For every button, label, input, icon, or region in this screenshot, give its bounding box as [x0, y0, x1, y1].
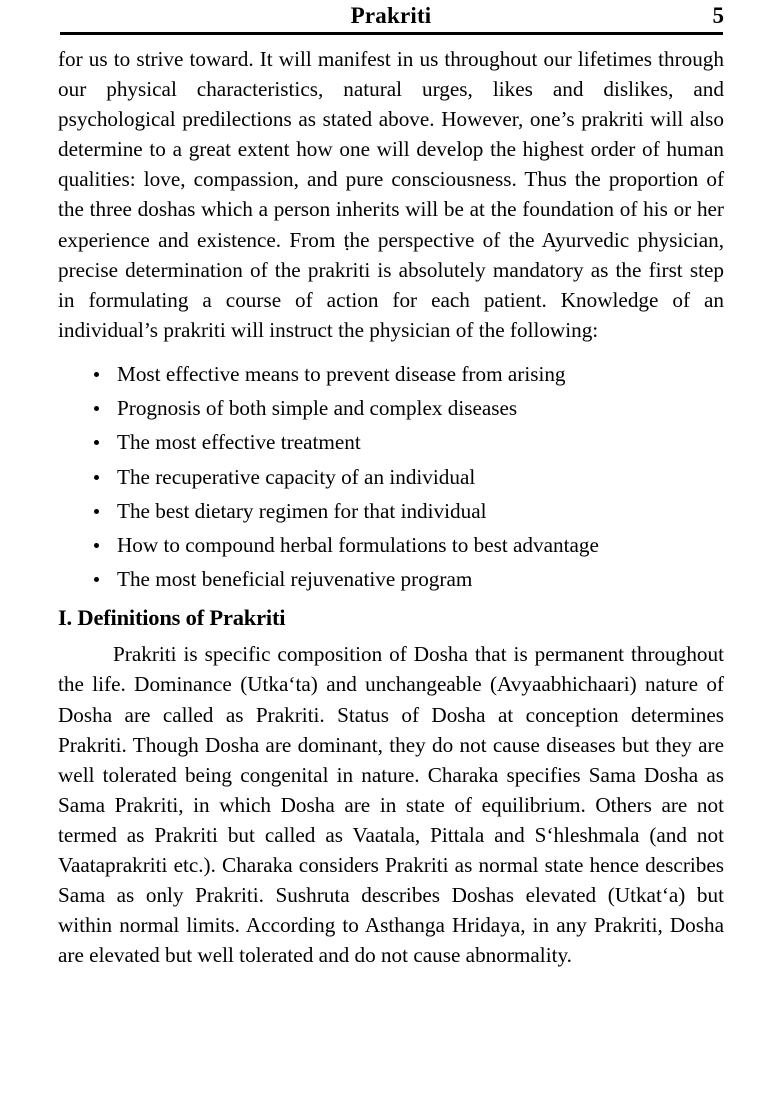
bullet-dot-icon [94, 509, 99, 514]
bullet-dot-icon [94, 406, 99, 411]
list-item-label: Prognosis of both simple and complex diseases [117, 396, 518, 421]
body-text-block [58, 44, 724, 970]
list-item [58, 562, 724, 596]
page-number: 5 [712, 3, 724, 28]
paragraph-continued: for us to strive toward. It will manifest in us throughout our lifetimes through our physical characteristics, natural urges, likes and dislikes, and psychological predilections as stated above. However, one’s prakriti will also determine to a great extent how one will develop the highest order of human qualities: love, compassion, and pure consciousness. Thus the proportion of the three doshas which a person inherits will be at the foundation of his or her experience and existence. From ṭhe perspective of the Ayurvedic physician, precise determination of the prakriti is absolutely mandatory as the first step in formulating a course of action for each patient. Knowledge of an individual’s prakriti will instruct the physician of the following: [58, 47, 724, 342]
running-header [58, 2, 724, 36]
benefits-bullet-list [58, 357, 724, 596]
bullet-dot-icon [94, 577, 99, 582]
list-item-label: The most effective treatment [117, 430, 361, 455]
section-heading: I. Definitions of Prakriti [58, 605, 286, 631]
list-item [58, 528, 724, 562]
bullet-dot-icon [94, 543, 99, 548]
bullet-dot-icon [94, 475, 99, 480]
header-rule [60, 32, 723, 35]
bullet-dot-icon [94, 440, 99, 445]
bullet-dot-icon [94, 372, 99, 377]
list-item-label: The recuperative capacity of an individual [117, 464, 476, 489]
running-header-title: Prakriti [350, 3, 432, 28]
list-item [58, 425, 724, 459]
list-item-label: Most effective means to prevent disease from arising [117, 361, 566, 386]
list-item [58, 494, 724, 528]
spacer [58, 345, 724, 357]
list-item-label: The best dietary regimen for that individual [117, 498, 487, 523]
list-item [58, 391, 724, 425]
list-item-label: The most beneficial rejuvenative program [117, 567, 473, 592]
list-item [58, 357, 724, 391]
list-item-label: How to compound herbal formulations to best advantage [117, 532, 599, 557]
paragraph-definitions: Prakriti is specific composition of Dosha that is permanent throughout the life. Dominance (Utka‘ta) and unchangeable (Avyaabhichaari) nature of Dosha are called as Prakriti. Status of Dosha at conception determines Prakriti. Though Dosha are dominant, they do not cause diseases but they are well tolerated being congenital in nature. Charaka specifies Sama Dosha as Sama Prakriti, in which Dosha are in state of equilibrium. Others are not termed as Prakriti but called as Vaatala, Pittala and S‘hleshmala (and not Vaataprakriti etc.). Charaka considers Prakriti as normal state hence describes Sama as only Prakriti. Sushruta describes Doshas elevated (Utkat‘a) but within normal limits. According to Asthanga Hridaya, in any Prakriti, Dosha are elevated but well tolerated and do not cause abnormality. [58, 642, 724, 968]
list-item [58, 460, 724, 494]
